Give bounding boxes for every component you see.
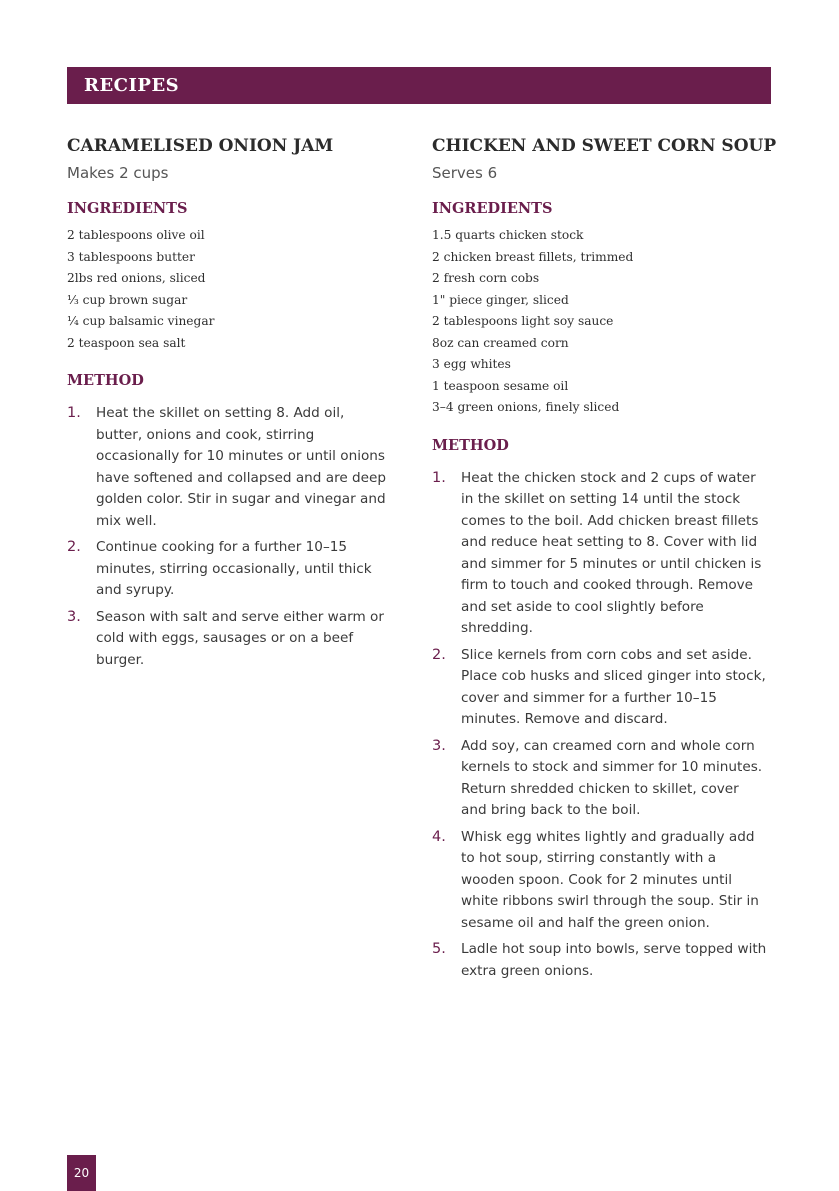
step-number: 3. <box>67 608 81 625</box>
step-text: Add soy, can creamed corn and whole corn kernels to stock and simmer for 10 minutes. Return shredded chicken to skillet, cover and bring back to the boil. <box>461 737 763 818</box>
step-text: Whisk egg whites lightly and gradually add to hot soup, stirring constantly with a wooden spoon. Cook for 2 minutes until white ribbons swirl through the soup. Stir in sesame oil and half the green onion. <box>461 828 759 931</box>
ingredient-item: 3 tablespoons butter <box>67 249 195 264</box>
method-step <box>67 537 387 602</box>
ingredient-item: 2 chicken breast fillets, trimmed <box>432 249 634 264</box>
ingredient-item: 3 egg whites <box>432 357 511 371</box>
section-header-bar <box>67 67 771 104</box>
recipe-title: CHICKEN AND SWEET CORN SOUP <box>432 136 777 156</box>
page-number-badge <box>67 1155 96 1191</box>
step-number: 4. <box>432 828 446 845</box>
step-number: 1. <box>432 469 446 486</box>
ingredient-item: 8oz can creamed corn <box>432 335 569 350</box>
step-text: Heat the chicken stock and 2 cups of water in the skillet on setting 14 until the stock comes to the boil. Add chicken breast fillets and reduce heat setting to 8. Cover with lid and simmer for 5 minutes or until chicken is firm to touch and cooked through. Remove and set aside to cool slightly before shredding. <box>461 469 762 636</box>
method-steps <box>432 468 767 983</box>
step-text: Continue cooking for a further 10–15 minutes, stirring occasionally, until thick and syrupy. <box>96 539 372 598</box>
method-heading: METHOD <box>67 372 144 389</box>
step-text: Heat the skillet on setting 8. Add oil, butter, onions and cook, stirring occasionally for 10 minutes or until onions have softened and collapsed and are deep golden color. Stir in sugar and vinegar and mix well. <box>96 405 387 529</box>
ingredients-list <box>67 225 387 354</box>
ingredients-heading: INGREDIENTS <box>432 200 553 217</box>
step-number: 2. <box>67 539 81 555</box>
ingredient-item: ¼ cup balsamic vinegar <box>67 314 215 328</box>
ingredient-item: 1" piece ginger, sliced <box>432 292 569 307</box>
step-text: Ladle hot soup into bowls, serve topped with extra green onions. <box>461 941 767 979</box>
ingredient-item: 1 teaspoon sesame oil <box>432 378 569 393</box>
ingredient-item: 2 tablespoons light soy sauce <box>432 314 614 328</box>
ingredient-item: 3–4 green onions, finely sliced <box>432 400 620 414</box>
method-heading: METHOD <box>432 436 509 454</box>
step-number: 1. <box>67 405 81 421</box>
recipe-title: CARAMELISED ONION JAM <box>67 136 334 156</box>
method-step <box>432 645 767 731</box>
method-step <box>432 468 767 640</box>
recipe-yield: Serves 6 <box>432 164 498 182</box>
step-number: 5. <box>432 941 446 957</box>
method-step <box>432 736 767 822</box>
ingredient-item: ⅓ cup brown sugar <box>67 292 188 307</box>
recipe-yield: Makes 2 cups <box>67 164 169 182</box>
ingredients-heading: INGREDIENTS <box>67 200 188 217</box>
ingredient-item: 1.5 quarts chicken stock <box>432 228 584 242</box>
step-number: 3. <box>432 737 446 754</box>
method-step <box>432 827 767 935</box>
method-step <box>67 607 387 672</box>
ingredient-item: 2 tablespoons olive oil <box>67 228 205 242</box>
recipe-caramelised-onion-jam <box>67 134 387 676</box>
method-steps <box>67 403 387 671</box>
step-text: Season with salt and serve either warm or cold with eggs, sausages or on a beef burger. <box>96 608 384 668</box>
page-number: 20 <box>73 1166 90 1180</box>
ingredients-list <box>432 225 767 419</box>
step-number: 2. <box>432 646 446 663</box>
step-text: Slice kernels from corn cobs and set aside. Place cob husks and sliced ginger into stock, cover and simmer for a further 10–15 minutes. Remove and discard. <box>461 646 766 727</box>
ingredient-item: 2lbs red onions, sliced <box>67 271 206 285</box>
ingredient-item: 2 fresh corn cobs <box>432 271 540 285</box>
section-title: RECIPES <box>84 75 180 96</box>
method-step <box>67 403 387 532</box>
recipe-chicken-sweet-corn-soup <box>432 134 777 987</box>
ingredient-item: 2 teaspoon sea salt <box>67 335 186 350</box>
method-step <box>432 939 767 982</box>
